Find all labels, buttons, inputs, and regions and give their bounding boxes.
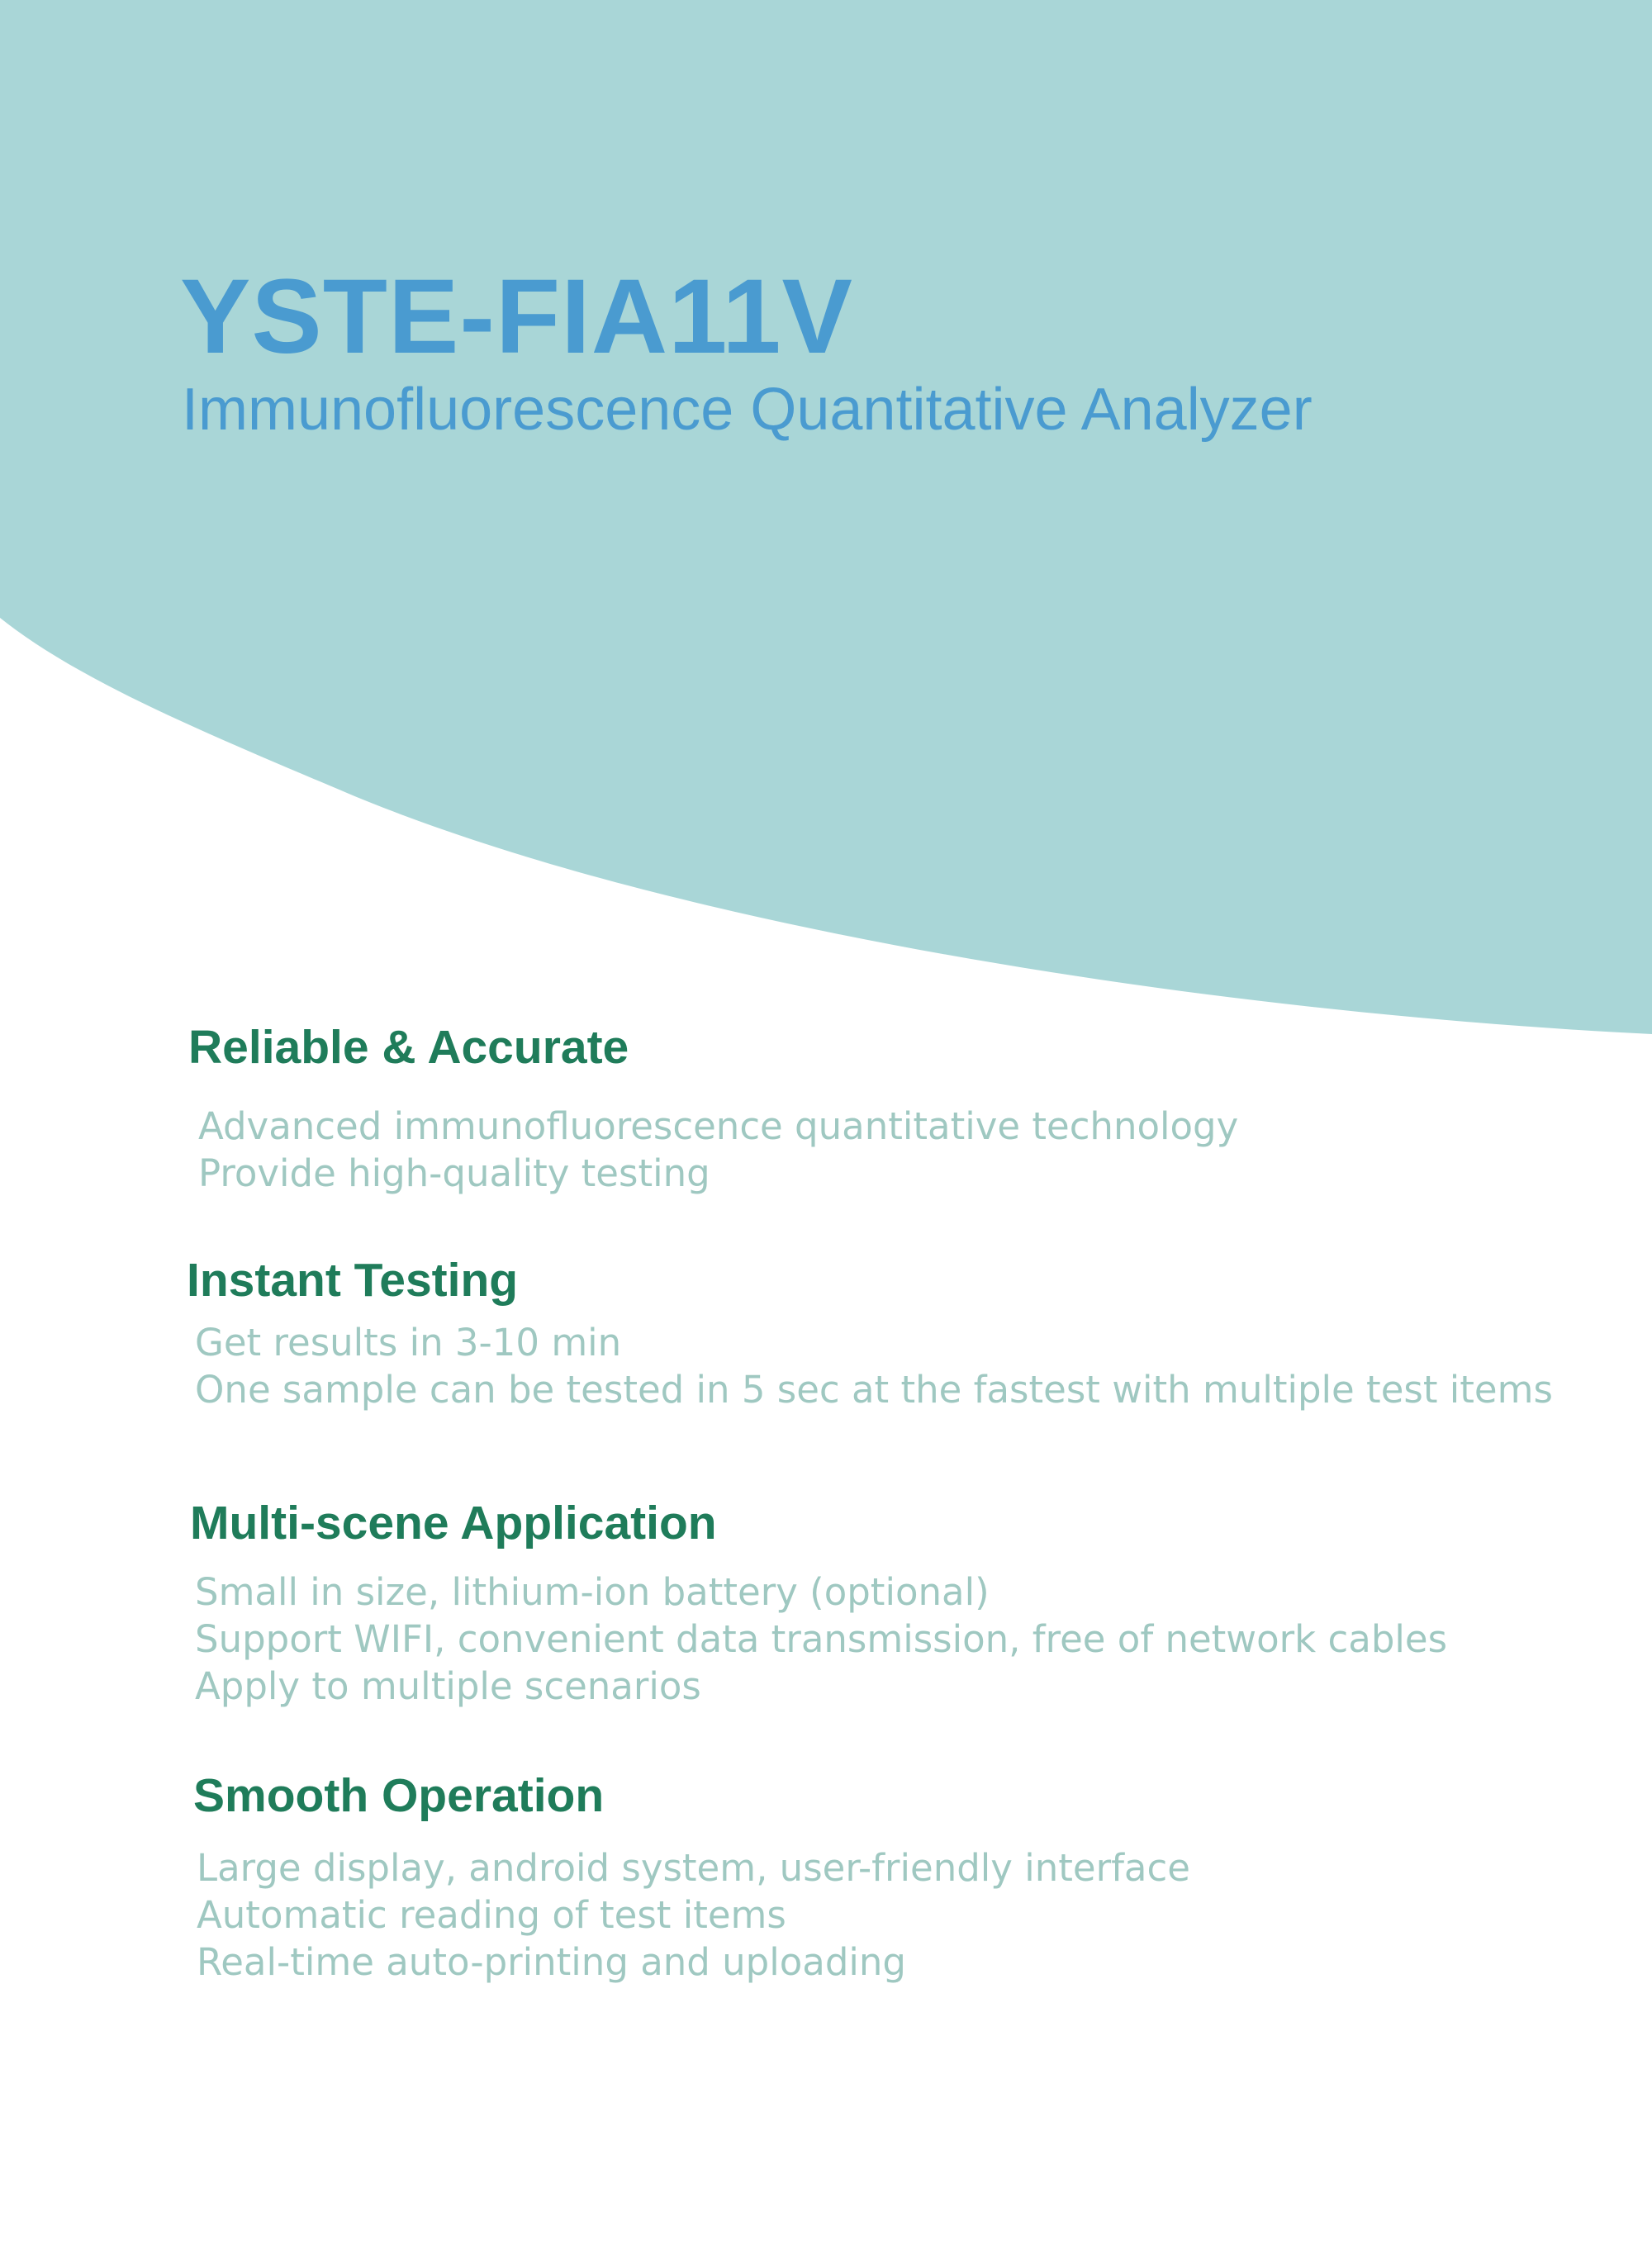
section-line: One sample can be tested in 5 sec at the fastest with multiple test items bbox=[195, 1368, 1553, 1412]
product-model-title: YSTE-FIA11V bbox=[180, 258, 853, 376]
feature-section-smooth-operation bbox=[193, 1769, 1190, 1986]
section-heading: Instant Testing bbox=[187, 1254, 519, 1307]
section-line: Support WIFI, convenient data transmission, free of network cables bbox=[195, 1617, 1448, 1661]
section-lines bbox=[197, 1844, 1190, 1986]
product-subtitle: Immunofluorescence Quantitative Analyzer bbox=[182, 377, 1313, 443]
feature-section-reliable-accurate bbox=[188, 1021, 1239, 1197]
header-curved-band bbox=[0, 0, 1652, 1041]
feature-section-multi-scene-application bbox=[190, 1497, 1448, 1710]
section-lines bbox=[195, 1319, 1553, 1413]
section-lines bbox=[198, 1103, 1238, 1197]
section-line: Automatic reading of test items bbox=[197, 1893, 786, 1937]
section-lines bbox=[195, 1568, 1447, 1710]
section-line: Advanced immunofluorescence quantitative technology bbox=[198, 1104, 1239, 1148]
header-band-shape bbox=[0, 0, 1652, 1034]
section-line: Apply to multiple scenarios bbox=[195, 1664, 701, 1708]
section-heading: Reliable & Accurate bbox=[188, 1021, 629, 1074]
section-heading: Smooth Operation bbox=[193, 1769, 605, 1822]
feature-section-instant-testing bbox=[187, 1254, 1553, 1413]
section-line: Large display, android system, user-friendly interface bbox=[197, 1846, 1190, 1890]
section-heading: Multi-scene Application bbox=[190, 1497, 717, 1550]
section-line: Get results in 3-10 min bbox=[195, 1321, 622, 1364]
section-line: Small in size, lithium-ion battery (optional) bbox=[195, 1570, 990, 1614]
section-line: Provide high-quality testing bbox=[198, 1151, 710, 1195]
section-line: Real-time auto-printing and uploading bbox=[197, 1940, 906, 1984]
